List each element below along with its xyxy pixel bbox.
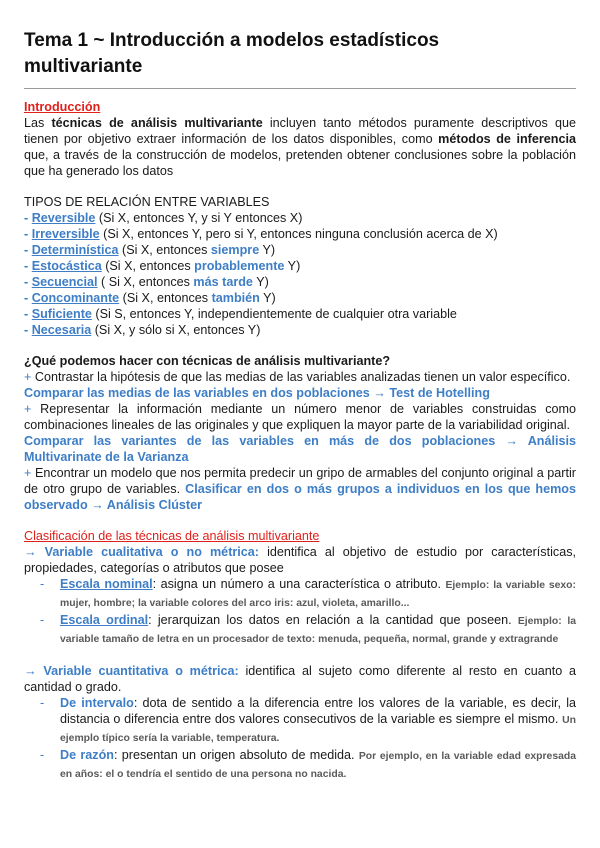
item-highlight: siempre [210, 243, 260, 257]
intro-heading-text: Introducción [24, 100, 101, 114]
nominal-text: : asigna un número a una característica o atributo. [152, 577, 446, 591]
list-item [24, 322, 576, 338]
ordinal-item [24, 612, 576, 648]
intro-bold-tecnicas: técnicas de análisis multivariante [51, 116, 263, 130]
item-prefix: - [24, 227, 32, 241]
que-bullet-1 [24, 369, 576, 385]
item-desc-end: Y) [284, 259, 301, 273]
cualitativa-paragraph [24, 544, 576, 576]
plus-icon: + [24, 370, 32, 384]
que-b3-blue: Clasificar en dos o más grupos a individuos en los que hemos observado → Análisis Clúster [24, 482, 576, 512]
item-name: Concominante [31, 291, 120, 305]
dash-icon: - [40, 696, 45, 710]
que-b1-text: Contrastar la hipótesis de que las medias de las variables analizadas tienen un valor específico. [31, 370, 571, 384]
intro-paragraph [24, 115, 576, 179]
item-name: Estocástica [31, 259, 102, 273]
item-desc: (Si X, entonces Y, pero si Y, entonces ninguna conclusión acerca de X) [99, 227, 498, 241]
item-desc: (Si S, entonces Y, independientemente de cualquier otra variable [91, 307, 457, 321]
que-b2-text: Representar la información mediante un número menor de variables construidas como combinaciones lineales de las originales y que expliquen la mayor parte de la variabilidad original. [24, 402, 576, 432]
nominal-item [24, 576, 576, 612]
item-name: Necesaria [31, 323, 92, 337]
item-prefix: - [24, 211, 32, 225]
item-prefix: - [24, 243, 32, 257]
list-item [24, 210, 576, 226]
razon-label: De razón [60, 748, 114, 762]
item-desc: (Si X, entonces Y, y si Y entonces X) [95, 211, 303, 225]
list-item [24, 274, 576, 290]
item-desc: ( Si X, entonces [97, 275, 194, 289]
item-desc-end: Y) [259, 291, 276, 305]
dash-icon: - [40, 577, 45, 591]
cuantitativa-label: → Variable cuantitativa o métrica: [24, 664, 239, 678]
item-name: Secuencial [31, 275, 98, 289]
list-item [24, 242, 576, 258]
intro-bold-metodos: métodos de inferencia [438, 132, 576, 146]
intervalo-example: Un ejemplo típico sería la variable, temperatura. [60, 715, 576, 744]
plus-icon: + [24, 402, 32, 416]
tipos-heading: TIPOS DE RELACIÓN ENTRE VARIABLES [24, 195, 270, 209]
dash-icon: - [40, 748, 45, 762]
item-desc: (Si X, y sólo si X, entonces Y) [91, 323, 261, 337]
intervalo-item [24, 695, 576, 747]
title-divider [24, 88, 576, 89]
clasif-heading-text: Clasificación de las técnicas de análisis multivariante [24, 529, 320, 543]
item-prefix: - [24, 291, 32, 305]
ordinal-label: Escala ordinal [60, 613, 149, 627]
clasif-heading [24, 528, 576, 544]
list-item [24, 306, 576, 322]
ordinal-text: : jerarquizan los datos en relación a la cantidad que poseen. [148, 613, 518, 627]
intro-text-end: que, a través de la construcción de modelos, pretenden obtener conclusiones sobre la población que ha generado los datos [24, 148, 576, 178]
razon-example: Por ejemplo, en la variable edad expresada en años: el o tendría el sentido de una persona no nacida. [60, 751, 577, 780]
que-heading: ¿Qué podemos hacer con técnicas de análisis multivariante? [24, 354, 391, 368]
cualitativa-label: → Variable cualitativa o no métrica: [24, 545, 259, 559]
item-desc: (Si X, entonces [119, 291, 212, 305]
intro-heading [24, 99, 576, 115]
item-name: Reversible [31, 211, 96, 225]
item-prefix: - [24, 259, 32, 273]
razon-item [24, 747, 576, 783]
que-b2-blue: Comparar las variantes de las variables en más de dos poblaciones → Análisis Multivarinate de la Varianza [24, 434, 576, 464]
cualitativa-text: identifica al objetivo de estudio por características, propiedades, categorías o atributos que posee [24, 545, 576, 575]
razon-text: : presentan un origen absoluto de medida. [113, 748, 359, 762]
item-name: Irreversible [31, 227, 100, 241]
plus-icon: + [24, 466, 32, 480]
item-highlight: más tarde [193, 275, 253, 289]
item-name: Suficiente [31, 307, 92, 321]
que-bullet-3 [24, 465, 576, 513]
item-highlight: probablemente [194, 259, 285, 273]
intervalo-text: : dota de sentido a la diferencia entre los valores de la variable, es decir, la distancia o diferencia entre dos valores consecutivos de la variable es siempre el mismo. [60, 696, 577, 726]
nominal-example: Ejemplo: la variable sexo: mujer, hombre; la variable colores del arco iris: azul, violeta, amarillo... [60, 580, 576, 609]
item-prefix: - [24, 307, 32, 321]
item-desc-end: Y) [259, 243, 276, 257]
item-prefix: - [24, 275, 32, 289]
item-highlight: también [211, 291, 260, 305]
item-prefix: - [24, 323, 32, 337]
intro-text-mid: incluyen tanto métodos puramente descriptivos que tienen por objetivo extraer información de los datos disponibles, como [24, 116, 576, 146]
page-title: Tema 1 ~ Introducción a modelos estadísticos multivariante [24, 30, 440, 77]
cuantitativa-paragraph [24, 663, 576, 695]
cuantitativa-text: identifica al sujeto como diferente al resto en cuanto a cantidad o grado. [24, 664, 576, 694]
intro-text-start: Las [24, 116, 52, 130]
que-bullet-2 [24, 401, 576, 433]
item-desc-end: Y) [252, 275, 269, 289]
item-desc: (Si X, entonces [101, 259, 195, 273]
list-item [24, 290, 576, 306]
que-b3-text: Encontrar un modelo que nos permita predecir un gripo de armables del conjunto original a partir de otro grupo de variables. [24, 466, 576, 496]
intervalo-label: De intervalo [60, 696, 134, 710]
list-item [24, 226, 576, 242]
que-b1-blue: Comparar las medias de las variables en dos poblaciones → Test de Hotelling [24, 386, 490, 400]
tipos-list [24, 210, 576, 338]
list-item [24, 258, 576, 274]
item-desc: (Si X, entonces [118, 243, 211, 257]
nominal-label: Escala nominal [60, 577, 153, 591]
ordinal-example: Ejemplo: la variable tamaño de letra en un procesador de texto: menuda, pequeña, normal, grande y extragrande [60, 616, 576, 645]
item-name: Determinística [31, 243, 119, 257]
dash-icon: - [40, 613, 45, 627]
